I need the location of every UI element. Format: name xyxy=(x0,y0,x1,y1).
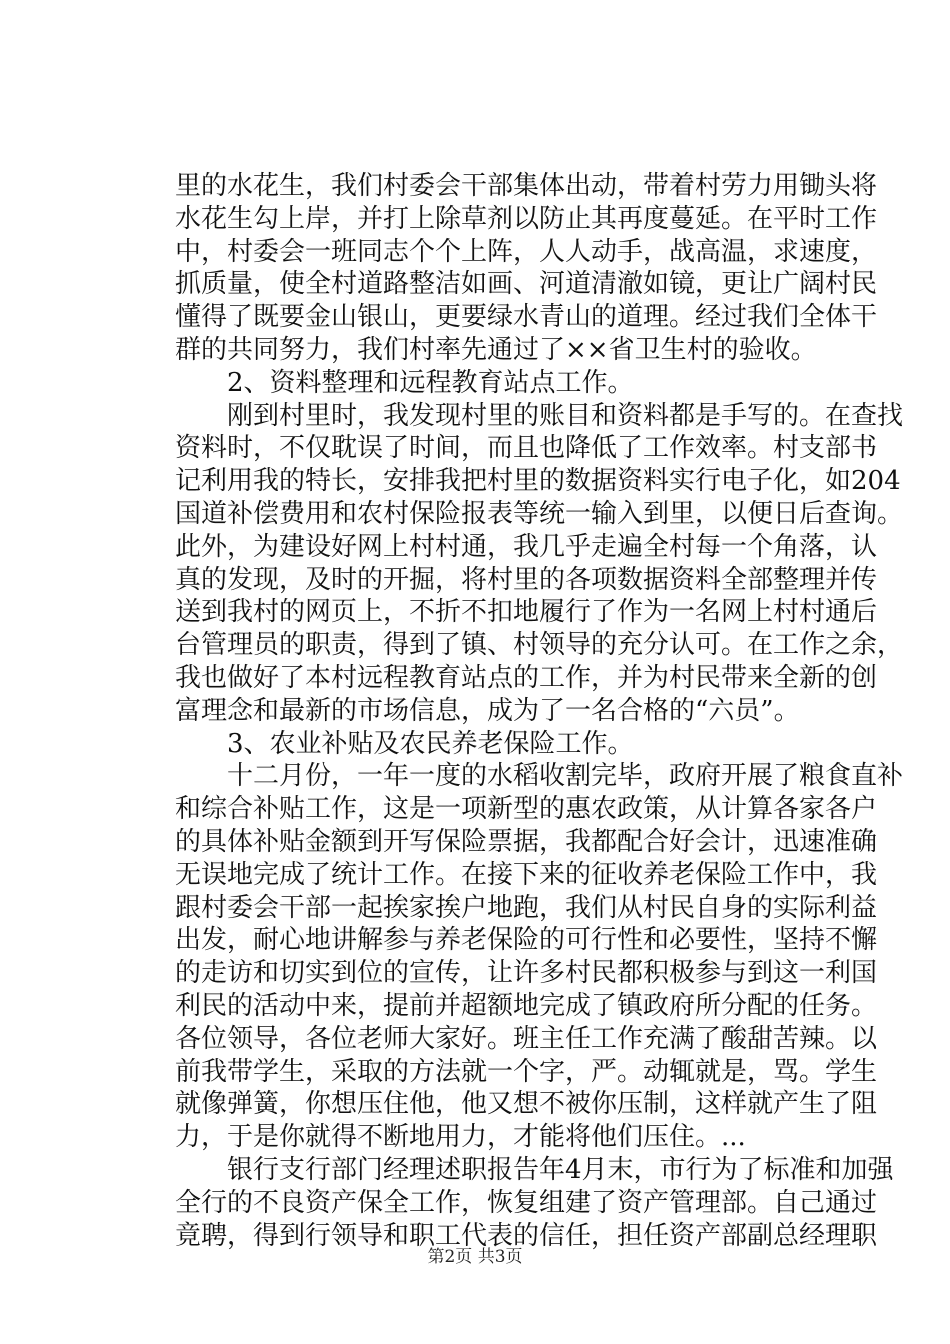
text-line: 力，于是你就得不断地用力，才能将他们压住。... xyxy=(175,1122,746,1153)
text-line: 无误地完成了统计工作。在接下来的征收养老保险工作中，我 xyxy=(175,859,878,890)
text-line: 群的共同努力，我们村率先通过了××省卫生村的验收。 xyxy=(175,334,817,365)
text-line: 银行支行部门经理述职报告年4月末，市行为了标准和加强 xyxy=(227,1154,894,1185)
text-line: 2、资料整理和远程教育站点工作。 xyxy=(227,367,634,398)
text-line: 台管理员的职责，得到了镇、村领导的充分认可。在工作之余， xyxy=(175,630,904,661)
text-line: 和综合补贴工作，这是一项新型的惠农政策，从计算各家各户 xyxy=(175,794,878,825)
text-line: 跟村委会干部一起挨家挨户地跑，我们从村民自身的实际利益 xyxy=(175,892,878,923)
text-line: 此外，为建设好网上村村通，我几乎走遍全村每一个角落，认 xyxy=(175,531,878,562)
text-line: 真的发现，及时的开掘，将村里的各项数据资料全部整理并传 xyxy=(175,564,878,595)
text-line: 的走访和切实到位的宣传，让许多村民都积极参与到这一利国 xyxy=(175,958,878,989)
text-line: 出发，耐心地讲解参与养老保险的可行性和必要性，坚持不懈 xyxy=(175,925,878,956)
text-line: 抓质量，使全村道路整洁如画、河道清澈如镜，更让广阔村民 xyxy=(175,269,878,300)
text-line: 3、农业补贴及农民养老保险工作。 xyxy=(227,728,634,759)
text-line: 里的水花生，我们村委会干部集体出动，带着村劳力用锄头将 xyxy=(175,171,878,201)
text-line: 国道补偿费用和农村保险报表等统一输入到里，以便日后查询。 xyxy=(175,498,904,529)
text-line: 送到我村的网页上，不折不扣地履行了作为一名网上村村通后 xyxy=(175,597,878,628)
text-line: 就像弹簧，你想压住他，他又想不被你压制，这样就产生了阻 xyxy=(175,1089,878,1120)
text-line: 记利用我的特长，安排我把村里的数据资料实行电子化，如204 xyxy=(175,466,901,497)
text-line: 竟聘，得到行领导和职工代表的信任，担任资产部副总经理职 xyxy=(175,1220,878,1251)
text-line: 各位领导，各位老师大家好。班主任工作充满了酸甜苦辣。以 xyxy=(175,1023,878,1054)
text-line: 资料时，不仅耽误了时间，而且也降低了工作效率。村支部书 xyxy=(175,433,878,464)
text-line: 的具体补贴金额到开写保险票据，我都配合好会计，迅速准确 xyxy=(175,826,878,857)
text-line: 中，村委会一班同志个个上阵，人人动手，战高温，求速度， xyxy=(175,236,878,267)
text-line: 懂得了既要金山银山，更要绿水青山的道理。经过我们全体干 xyxy=(175,302,878,333)
text-line: 利民的活动中来，提前并超额地完成了镇政府所分配的任务。 xyxy=(175,990,878,1021)
text-line: 刚到村里时，我发现村里的账目和资料都是手写的。在查找 xyxy=(227,400,904,431)
page-footer: 第2页 共3页 xyxy=(427,1247,523,1267)
text-line: 十二月份，一年一度的水稻收割完毕，政府开展了粮食直补 xyxy=(227,761,904,792)
text-line: 前我带学生，采取的方法就一个字，严。动辄就是，骂。学生 xyxy=(175,1056,878,1087)
text-line: 富理念和最新的市场信息，成为了一名合格的“六员”。 xyxy=(175,695,800,726)
document-body xyxy=(175,170,904,1252)
text-line: 全行的不良资产保全工作，恢复组建了资产管理部。自己通过 xyxy=(175,1187,878,1218)
text-line: 水花生勾上岸，并打上除草剂以防止其再度蔓延。在平时工作 xyxy=(175,203,878,234)
text-line: 我也做好了本村远程教育站点的工作，并为村民带来全新的创 xyxy=(175,662,878,693)
